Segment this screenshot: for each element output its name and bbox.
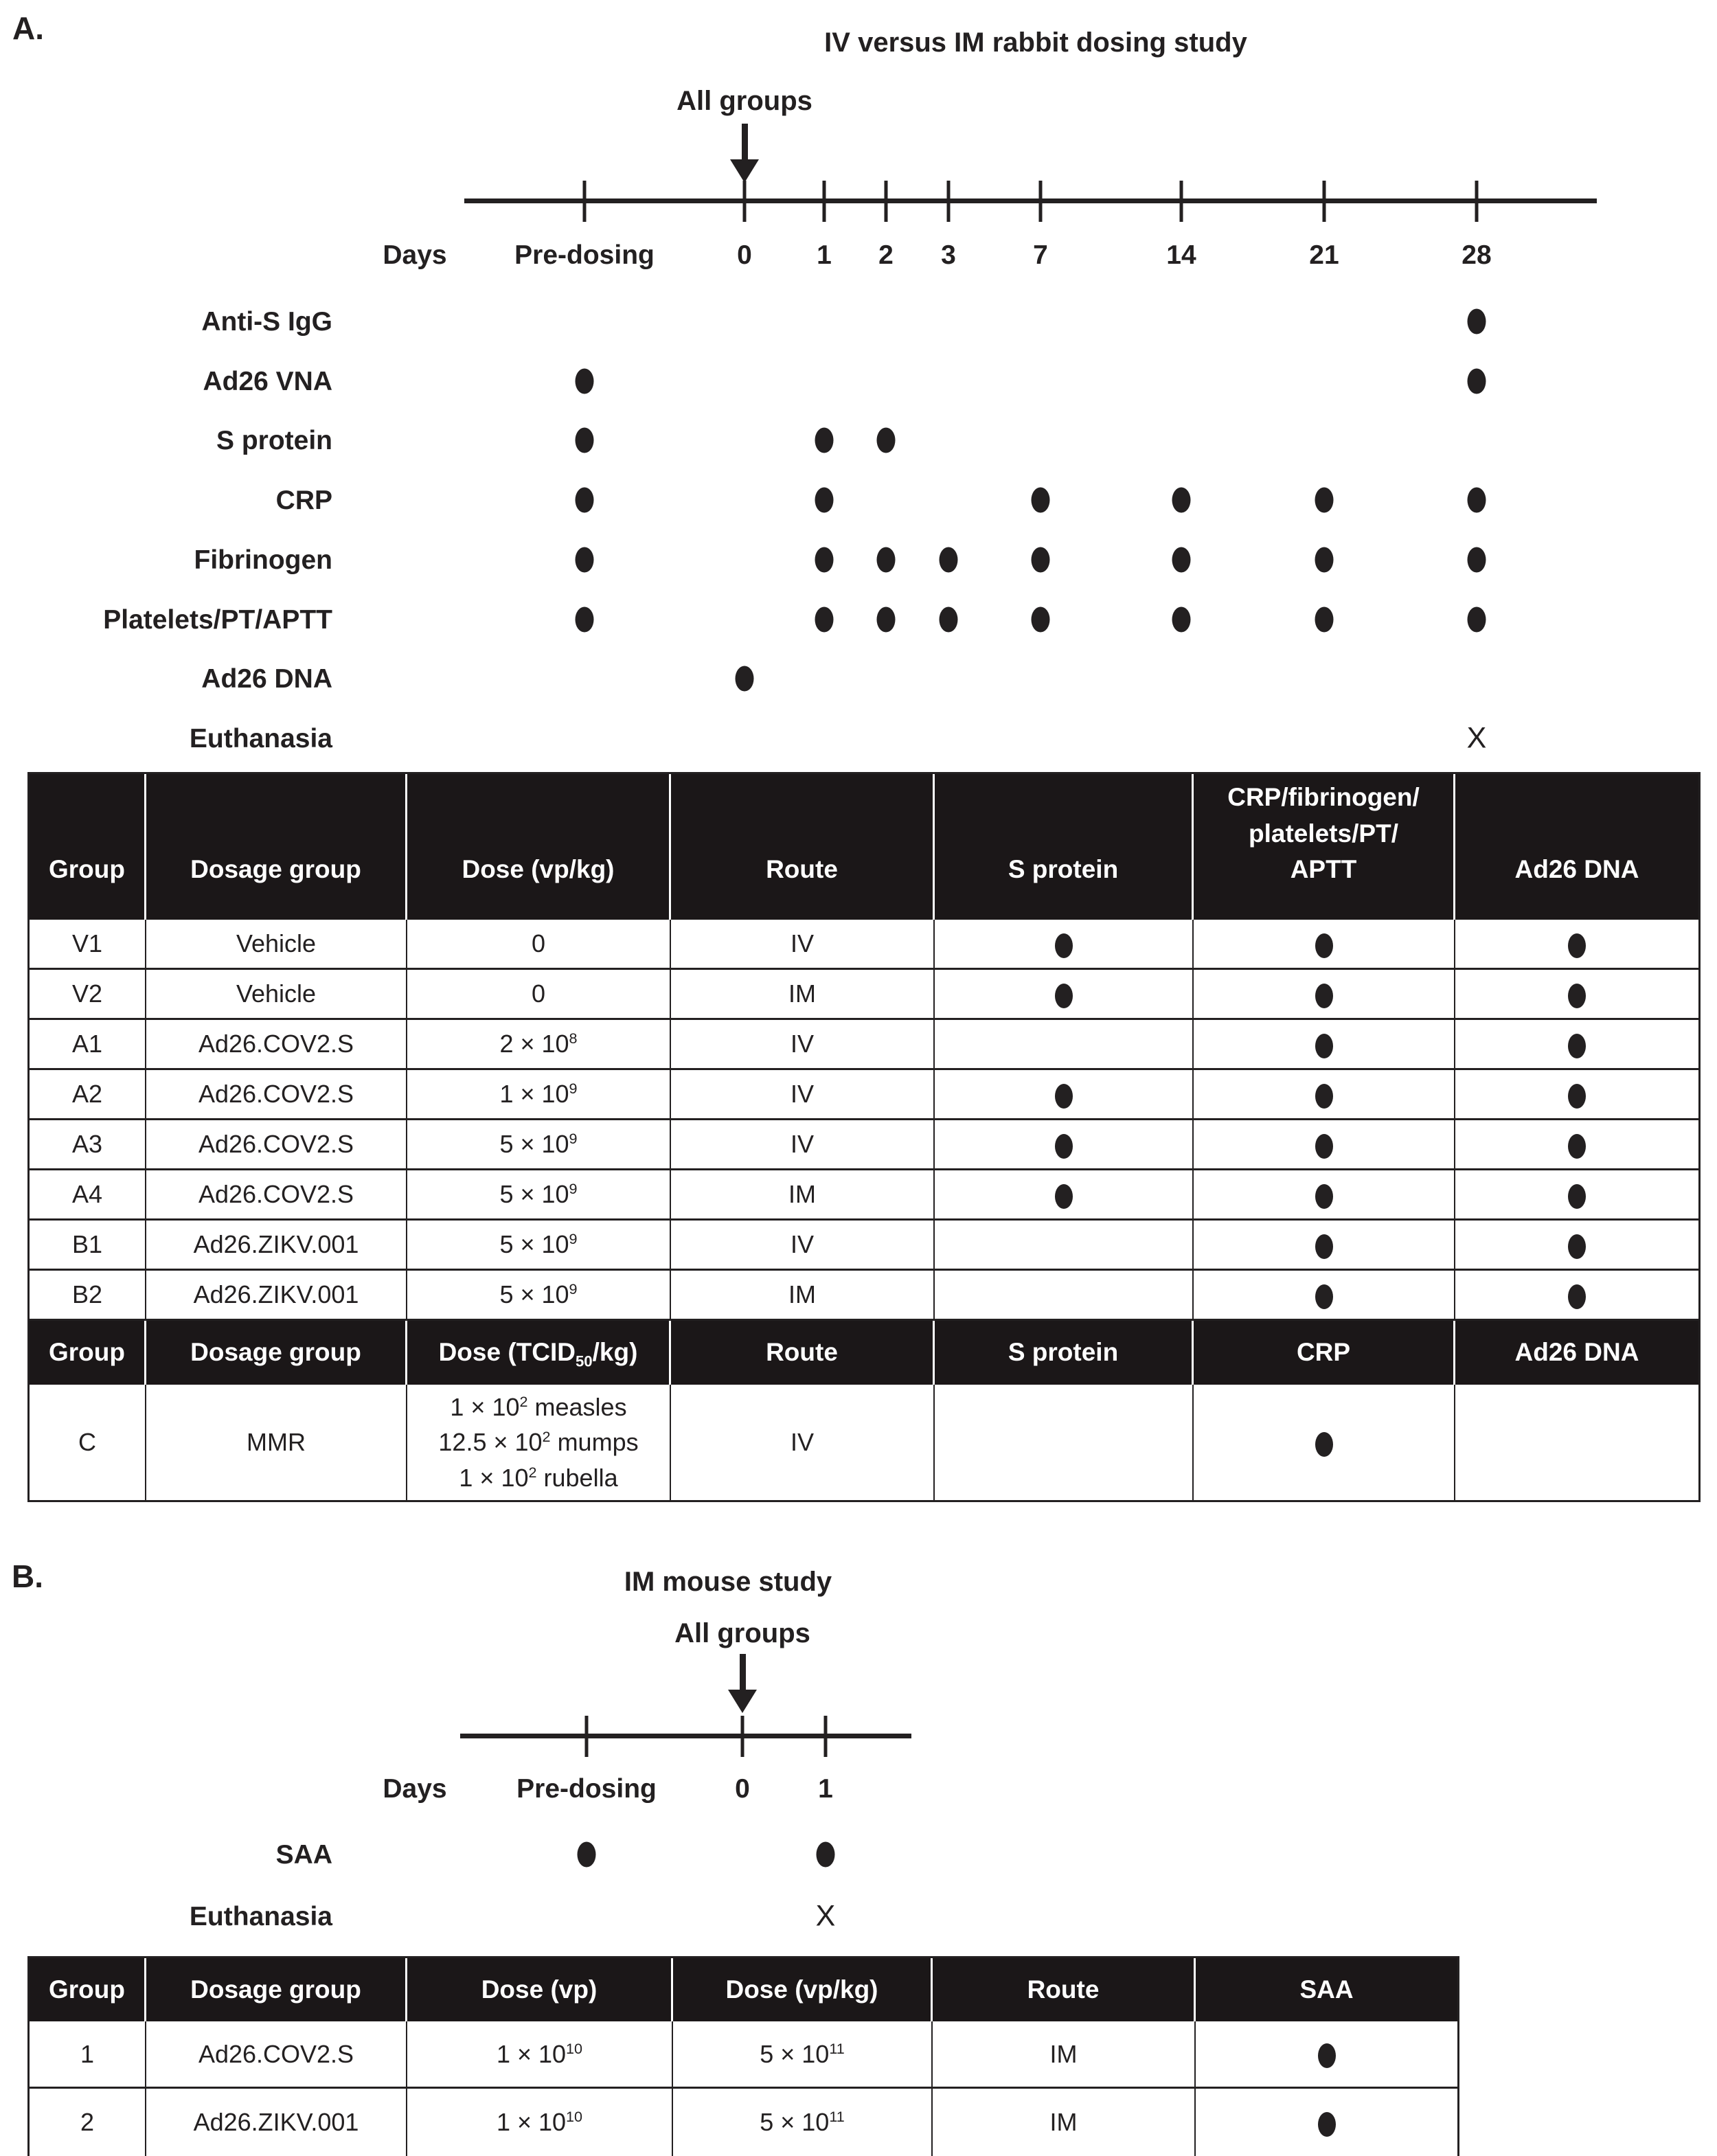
panel-b-dosing-table	[27, 1956, 1459, 2156]
panel-b-days-axis-label: Days	[383, 1774, 447, 1804]
panel-b-tick-day-0	[741, 1716, 744, 1757]
panel-a-cell-content: 0	[531, 979, 546, 1008]
panel-a-cell-content: B1	[71, 1230, 103, 1259]
panel-b-table-cell	[673, 2021, 933, 2089]
panel-a-header-text: Dosage group	[190, 1338, 361, 1367]
panel-b-tick-day-1	[824, 1716, 828, 1757]
panel-a-cell-content: A1	[71, 1030, 103, 1058]
panel-b-table-cell	[1196, 2089, 1457, 2156]
panel-b-header-text: Group	[49, 1975, 125, 2004]
panel-a-cell-content: IM	[788, 1180, 816, 1209]
panel-a-tick-label-day-14: 14	[1166, 240, 1196, 270]
panel-a-cell-content: IV	[790, 1130, 814, 1159]
panel-b-table-header-cell	[407, 1958, 673, 2021]
panel-a-assay-row-label: Ad26 DNA	[201, 664, 332, 694]
dot-mark	[1318, 2112, 1336, 2137]
panel-b-table-header-cell	[673, 1958, 933, 2021]
panel-a-cell-content: Vehicle	[236, 929, 317, 958]
panel-a-header-text: S protein	[1008, 855, 1119, 884]
panel-a-cell-content: A2	[71, 1080, 103, 1109]
panel-a-cell-content: C	[78, 1428, 96, 1457]
panel-b-table-cell	[30, 2021, 146, 2089]
panel-a-header-text: Group	[49, 1338, 125, 1367]
panel-b-all-groups-annotation: All groups	[674, 1618, 810, 1648]
panel-a-cell-content: Ad26.COV2.S	[198, 1180, 354, 1209]
panel-b-table-header-cell	[146, 1958, 407, 2021]
panel-b-header-text: Dosage group	[190, 1975, 361, 2004]
panel-a-assay-row-label: S protein	[216, 426, 332, 455]
panel-a-cell-content: $2 \times 10^8$	[499, 1030, 578, 1058]
panel-a-header-text: CRP/fibrinogen/ platelets/PT/ APTT	[1227, 783, 1420, 884]
panel-b-sample-dot	[578, 1842, 596, 1868]
panel-a-cell-content: IV	[790, 1230, 814, 1259]
panel-b-cell-content: 1	[80, 2039, 95, 2068]
panel-a-cell-content: A4	[71, 1180, 103, 1209]
panel-b-euthanasia-x-mark: X	[815, 1899, 836, 1933]
dot-mark	[1318, 2043, 1336, 2068]
panel-a-header-text: Ad26 DNA	[1514, 855, 1639, 884]
panel-a-cell-content: $1 \times 10^9$	[499, 1080, 578, 1109]
panel-a-cell-content: Ad26.COV2.S	[198, 1130, 354, 1159]
panel-b-table-cell	[407, 2021, 673, 2089]
panel-a-header-text: Group	[49, 855, 125, 884]
panel-b-assay-row-label: SAA	[275, 1840, 332, 1870]
panel-a-cell-content: 0	[531, 929, 546, 958]
panel-b-cell-content: $5 \times 10^{11}$	[760, 2039, 845, 2068]
panel-a-cell-content: $5 \times 10^9$	[499, 1180, 578, 1209]
panel-a-tick-label-day-28: 28	[1462, 240, 1492, 270]
panel-a-header-text: Route	[766, 855, 838, 884]
panel-b-table-header-cell	[933, 1958, 1196, 2021]
panel-b-cell-content: Ad26.COV2.S	[198, 2039, 354, 2068]
panel-a-header-text: Ad26 DNA	[1514, 1338, 1639, 1367]
panel-a-cell-content: IV	[790, 929, 814, 958]
panel-b-cell-content: $5 \times 10^{11}$	[760, 2108, 845, 2137]
panel-a-cell-content: Ad26.COV2.S	[198, 1080, 354, 1109]
panel-b-cell-content: 2	[80, 2108, 95, 2137]
panel-a-assay-row-label: Euthanasia	[189, 724, 332, 753]
panel-a-cell-content: IV	[790, 1030, 814, 1058]
panel-a-tick-label-day-3: 3	[941, 240, 956, 270]
panel-b-cell-content: IM	[1049, 2108, 1078, 2137]
panel-a-cell-content: $5 \times 10^9$	[499, 1230, 578, 1259]
panel-a-cell-content: V2	[71, 979, 103, 1008]
panel-a-cell-content: Ad26.COV2.S	[198, 1030, 354, 1058]
panel-b-dosing-arrow-icon	[728, 1654, 757, 1713]
panel-b-cell-content	[1318, 2036, 1336, 2072]
panel-b-table-header-cell	[30, 1958, 146, 2021]
panel-a-tick-label-day-1: 1	[817, 240, 832, 270]
panel-a-tick-label-day-0: 0	[737, 240, 752, 270]
panel-a-header-text: Dose $(TCID_{50}/kg)$	[438, 1338, 638, 1370]
panel-b-tick-label-day-0: 0	[735, 1774, 750, 1804]
panel-a-cell-content: IM	[788, 1280, 816, 1309]
panel-a-assay-row-label: Fibrinogen	[194, 545, 332, 575]
panel-b-table-cell	[933, 2089, 1196, 2156]
panel-a-all-groups-annotation: All groups	[676, 86, 812, 116]
panel-a-header-text: Dosage group	[190, 855, 361, 884]
panel-a-cell-content: B2	[71, 1280, 103, 1309]
panel-b-table-cell	[1196, 2021, 1457, 2089]
panel-a-cell-content: Ad26.ZIKV.001	[193, 1230, 359, 1259]
panel-a-cell-content: $5 \times 10^9$	[499, 1280, 578, 1309]
panel-a-euthanasia-x-mark: X	[1466, 721, 1487, 755]
panel-b-tick-label-day-Pre-dosing: Pre-dosing	[516, 1774, 657, 1804]
panel-a-cell-content: MMR	[247, 1428, 306, 1457]
panel-b-cell-content: IM	[1049, 2039, 1078, 2068]
panel-a-assay-row-label: CRP	[275, 486, 332, 515]
panel-b-assay-row-label: Euthanasia	[189, 1902, 332, 1931]
panel-a-cell-content: V1	[71, 929, 103, 958]
panel-a-cell-content: IM	[788, 979, 816, 1008]
panel-a-cell-content: $1 \times 10^2$ measles $12.5 \times 10^2$ mumps $1 \times 10^2$ rubella	[438, 1393, 639, 1492]
panel-b-table-cell	[30, 2089, 146, 2156]
panel-a-cell-content: A3	[71, 1130, 103, 1159]
panel-a-assay-row-label: Platelets/PT/APTT	[103, 605, 332, 635]
panel-b-table-cell	[146, 2021, 407, 2089]
panel-a-tick-label-day-2: 2	[878, 240, 894, 270]
panel-a-tick-label-day-21: 21	[1309, 240, 1339, 270]
panel-a-header-text: S protein	[1008, 1338, 1119, 1367]
panel-b-cell-content: $1 \times 10^{10}$	[496, 2108, 583, 2137]
panel-a-header-text: CRP	[1296, 1338, 1351, 1367]
panel-b-table-header-cell	[1196, 1958, 1457, 2021]
panel-b-sample-dot	[817, 1842, 835, 1868]
panel-a-tick-label-day-Pre-dosing: Pre-dosing	[514, 240, 655, 270]
panel-b-header-text: Dose (vp/kg)	[725, 1975, 878, 2004]
panel-a-cell-content: IV	[790, 1080, 814, 1109]
panel-b-header-text: SAA	[1299, 1975, 1354, 2004]
panel-b-cell-content: $1 \times 10^{10}$	[496, 2039, 583, 2068]
panel-b-label: B.	[12, 1558, 43, 1594]
panel-b-header-text: Route	[1027, 1975, 1100, 2004]
panel-b-table-cell	[407, 2089, 673, 2156]
panel-a-cell-content: Ad26.ZIKV.001	[193, 1280, 359, 1309]
panel-a-header-text: Route	[766, 1338, 838, 1367]
panel-b-table-cell	[933, 2021, 1196, 2089]
panel-b-header-text: Dose (vp)	[481, 1975, 598, 2004]
panel-a-assay-row-label: Ad26 VNA	[203, 367, 332, 396]
panel-b-tick-day-Pre-dosing	[585, 1716, 589, 1757]
panel-a-title: IV versus IM rabbit dosing study	[824, 27, 1247, 58]
panel-a-days-axis-label: Days	[383, 240, 447, 270]
panel-b-title: IM mouse study	[624, 1567, 832, 1597]
panel-a-cell-content: Vehicle	[236, 979, 317, 1008]
panel-b-timeline-line	[460, 1734, 911, 1738]
panel-a-tick-label-day-7: 7	[1033, 240, 1048, 270]
panel-b-table-cell	[673, 2089, 933, 2156]
panel-a-cell-content: IV	[790, 1428, 814, 1457]
panel-b-arrow-head	[728, 1690, 757, 1713]
panel-b-tick-label-day-1: 1	[818, 1774, 833, 1804]
panel-a-header-text: Dose (vp/kg)	[462, 855, 615, 884]
panel-a-cell-content: $5 \times 10^9$	[499, 1130, 578, 1159]
panel-b-cell-content: Ad26.ZIKV.001	[193, 2108, 359, 2137]
panel-a-assay-row-label: Anti-S IgG	[201, 307, 332, 337]
panel-a-label: A.	[12, 10, 44, 46]
panel-b-arrow-shaft	[740, 1654, 746, 1690]
panel-b-cell-content	[1318, 2104, 1336, 2140]
panel-b-table-cell	[146, 2089, 407, 2156]
